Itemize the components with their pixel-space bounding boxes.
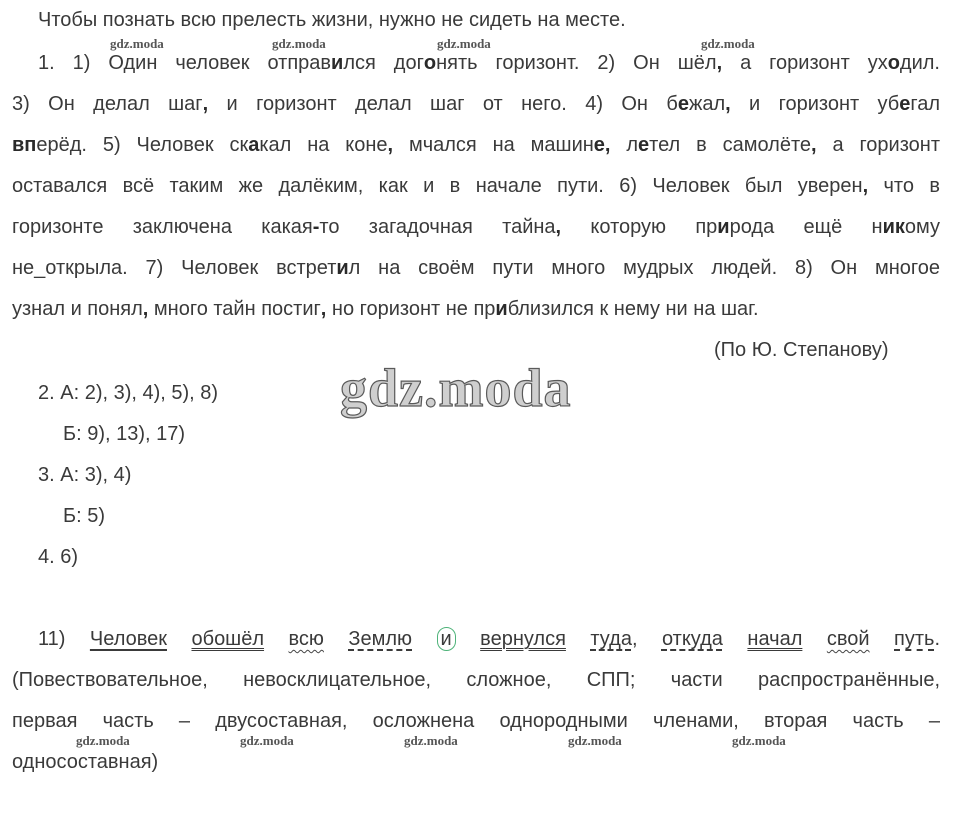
watermark-small-4: gdz.moda [701,36,755,51]
text-line-2: 3) Он делал шаг, и горизонт делал шаг от него. 4) Он бежал, и горизонт убегал [12,93,941,115]
watermark-small-6: gdz.moda [240,733,294,748]
word-subject: Человек [89,628,167,650]
word-predicate-1: обошёл [191,628,265,650]
intro-line: Чтобы познать всю прелесть жизни, нужно не сидеть на месте. [38,9,626,31]
source-attribution: (По Ю. Степанову) [714,339,889,361]
text-line-5: горизонте заключена какая-то загадочная тайна, которую природа ещё никому [12,216,940,238]
watermark-small-5: gdz.moda [76,733,130,748]
analysis-line-3: односоставная) [12,751,159,773]
analysis-line-2: первая часть – двусоставная, осложнена однородными членами, вторая часть – [12,710,940,732]
text-line-6: не_открыла. 7) Человек встретил на своём пути много мудрых людей. 8) Он многое [12,257,940,279]
word-object-2: путь [894,628,935,650]
circled-conjunction: и [437,627,456,651]
word-predicate-2: вернулся [480,628,566,650]
text-line-1: 1. 1) Один человек отправился догонять горизонт. 2) Он шёл, а горизонт уходил. [38,52,940,74]
watermark-big: gdz.moda [340,358,572,418]
watermark-small-7: gdz.moda [404,733,458,748]
sentence-11: 11) Человек обошёл всю Землю и вернулся туда, откуда начал свой путь. [38,628,941,650]
word-adverbial-2: откуда [661,628,723,650]
answer-2-a: 2. А: 2), 3), 4), 5), 8) [38,382,219,404]
word-object: Землю [348,628,413,650]
word-adverbial-1: туда [590,628,632,650]
text-line-7: узнал и понял, много тайн постиг, но горизонт не приблизился к нему ни на шаг. [12,298,759,320]
answer-3-a: 3. А: 3), 4) [38,464,132,486]
text-line-3: вперёд. 5) Человек скакал на коне, мчался на машине, летел в самолёте, а горизонт [12,134,940,156]
watermark-small-9: gdz.moda [732,733,786,748]
word-predicate-3: начал [747,628,803,650]
watermark-small-8: gdz.moda [568,733,622,748]
watermark-small-1: gdz.moda [110,36,164,51]
answer-4: 4. 6) [38,546,79,568]
analysis-line-1: (Повествовательное, невосклицательное, сложное, СПП; части распространённые, [12,669,940,691]
word-attribute-2: свой [826,628,870,650]
watermark-small-2: gdz.moda [272,36,326,51]
word-attribute: всю [288,628,324,650]
text-line-4: оставался всё таким же далёким, как и в начале пути. 6) Человек был уверен, что в [12,175,940,197]
watermark-small-3: gdz.moda [437,36,491,51]
answer-2-b: Б: 9), 13), 17) [63,423,186,445]
answer-3-b: Б: 5) [63,505,106,527]
